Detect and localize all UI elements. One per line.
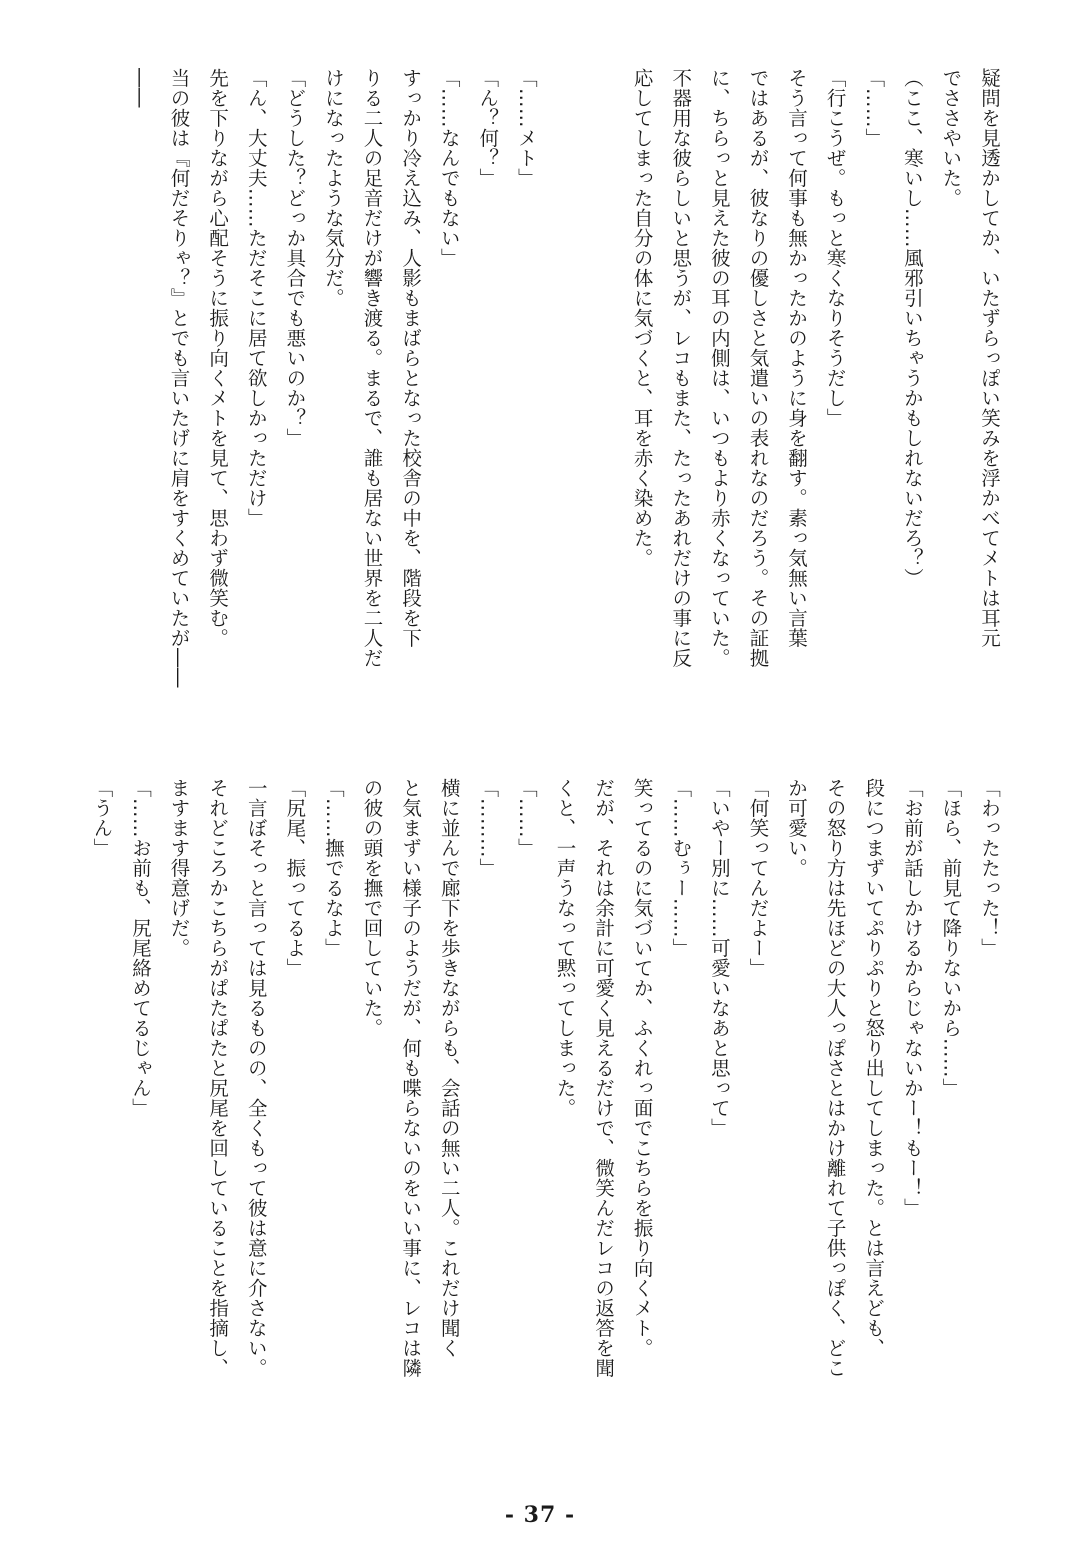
text-line: ―― <box>128 68 152 108</box>
text-line: 「どうした？どっか具合でも悪いのか？」 <box>283 68 307 448</box>
text-line: 横に並んで廊下を歩きながらも、会話の無い二人。これだけ聞く <box>437 778 461 1358</box>
text-line: すっかり冷え込み、人影もまばらとなった校舎の中を、階段を下 <box>399 68 423 648</box>
text-line: だが、それは余計に可愛く見えるだけで、微笑んだレコの返答を聞 <box>592 778 616 1378</box>
text-line: 当の彼は『何だそりゃ？』とでも言いたげに肩をすくめていたが―― <box>167 68 191 688</box>
text-line: か可愛い。 <box>785 778 809 878</box>
text-line: 応してしまった自分の体に気づくと、耳を赤く染めた。 <box>630 68 654 568</box>
text-line: 「……撫でるなよ」 <box>321 778 345 958</box>
text-line: 「ん、大丈夫……ただそこに居て欲しかっただけ」 <box>244 68 268 528</box>
text-line: 「ん？何？」 <box>476 68 500 188</box>
text-line <box>545 68 584 733</box>
text-line: 「………」 <box>476 778 500 878</box>
text-line: 「……」 <box>514 778 538 858</box>
text-line: の彼の頭を撫で回していた。 <box>360 778 384 1038</box>
text-line: 不器用な彼らしいと思うが、レコもまた、たったあれだけの事に反 <box>669 68 693 668</box>
text-line: 「お前が話しかけるからじゃないかー！もー！」 <box>900 778 924 1218</box>
text-line: 「ほら、前見て降りないから……」 <box>939 778 963 1098</box>
text-line: ではあるが、彼なりの優しさと気遣いの表れなのだろう。その証拠 <box>746 68 770 668</box>
text-line: そう言って何事も無かったかのように身を翻す。素っ気無い言葉 <box>785 68 809 648</box>
text-line: でささやいた。 <box>939 68 963 208</box>
text-line: 「何笑ってんだよー」 <box>746 778 770 978</box>
text-line: 先を下りながら心配そうに振り向くメトを見て、思わず微笑む。 <box>206 68 230 648</box>
top-text-block <box>120 68 1008 733</box>
text-line: 段につまずいてぷりぷりと怒り出してしまった。とは言えども、 <box>862 778 886 1358</box>
text-line: 「……お前も、尻尾絡めてるじゃん」 <box>128 778 152 1118</box>
text-line: 「……むぅー……」 <box>669 778 693 958</box>
text-line: 疑問を見透かしてか、いたずらっぽい笑みを浮かべてメトは耳元 <box>978 68 1001 648</box>
text-line <box>583 68 622 733</box>
text-line: 「……メト」 <box>514 68 538 188</box>
text-line: ますます得意げだ。 <box>167 778 191 958</box>
text-line: それどころかこちらがぱたぱたと尻尾を回していることを指摘し、 <box>206 778 230 1378</box>
text-line: 「いやー別に……可愛いなあと思って」 <box>707 778 731 1138</box>
text-line: 「うん」 <box>90 778 114 858</box>
bottom-text-block <box>82 778 1008 1483</box>
text-line: （ここ、寒いし……風邪引いちゃうかもしれないだろ？） <box>900 68 924 588</box>
text-line: 「……」 <box>862 68 886 148</box>
text-line: と気まずい様子のようだが、何も喋らないのをいい事に、レコは隣 <box>399 778 423 1378</box>
text-line: に、ちらっと見えた彼の耳の内側は、いつもより赤くなっていた。 <box>707 68 731 668</box>
text-line: 「……なんでもない」 <box>437 68 461 268</box>
text-line: 一言ぼそっと言っては見るものの、全くもって彼は意に介さない。 <box>244 778 268 1378</box>
text-line: りる二人の足音だけが響き渡る。まるで、誰も居ない世界を二人だ <box>360 68 384 668</box>
page-number: - 37 - <box>504 1502 576 1528</box>
text-line: 笑ってるのに気づいてか、ふくれっ面でこちらを振り向くメト。 <box>630 778 654 1358</box>
text-line: その怒り方は先ほどの大人っぽさとはかけ離れて子供っぽく、どこ <box>823 778 847 1378</box>
text-line: 「尻尾、振ってるよ」 <box>283 778 307 978</box>
text-line: くと、一声うなって黙ってしまった。 <box>553 778 577 1118</box>
text-line: 「わったたった！」 <box>978 778 1001 958</box>
text-line: けになったような気分だ。 <box>321 68 345 308</box>
text-line: 「行こうぜ。もっと寒くなりそうだし」 <box>823 68 847 428</box>
